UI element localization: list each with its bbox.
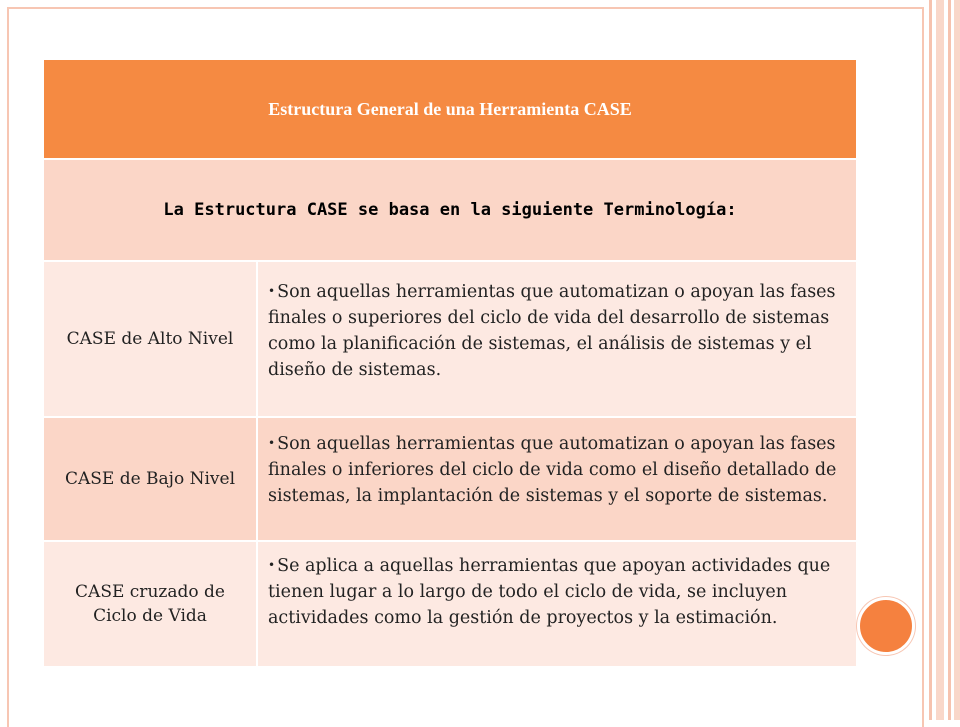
decorative-stripe bbox=[954, 0, 960, 720]
case-structure-table bbox=[44, 60, 856, 668]
decorative-circle-icon bbox=[857, 597, 915, 655]
bullet-icon: • bbox=[268, 558, 276, 572]
row-description bbox=[258, 418, 856, 540]
table-row bbox=[44, 542, 856, 668]
row-description-text: Son aquellas herramientas que automatizan o apoyan las fases finales o superiores del ciclo de vida del desarrollo de sistemas como la planificación de sistemas, el análisis de sistemas y el diseño de sistemas. bbox=[268, 282, 836, 380]
table-row bbox=[44, 418, 856, 542]
bullet-icon: • bbox=[268, 284, 276, 298]
row-label: CASE de Alto Nivel bbox=[44, 262, 258, 416]
row-description-text: Se aplica a aquellas herramientas que apoyan actividades que tienen lugar a lo largo de todo el ciclo de vida, se incluyen actividades como la gestión de proyectos y la estimación. bbox=[268, 556, 831, 628]
row-description-text: Son aquellas herramientas que automatizan o apoyan las fases finales o inferiores del ciclo de vida como el diseño detallado de sistemas, la implantación de sistemas y el soporte de sistemas. bbox=[268, 434, 837, 506]
table-row bbox=[44, 262, 856, 418]
row-description bbox=[258, 262, 856, 416]
row-label: CASE cruzado de Ciclo de Vida bbox=[44, 542, 258, 666]
row-description bbox=[258, 542, 856, 666]
decorative-stripe bbox=[929, 0, 932, 720]
decorative-stripe bbox=[948, 0, 951, 720]
row-label: CASE de Bajo Nivel bbox=[44, 418, 258, 540]
table-title: Estructura General de una Herramienta CASE bbox=[44, 60, 856, 160]
decorative-stripe bbox=[936, 0, 944, 720]
bullet-icon: • bbox=[268, 436, 276, 450]
table-subtitle: La Estructura CASE se basa en la siguiente Terminología: bbox=[44, 160, 856, 262]
